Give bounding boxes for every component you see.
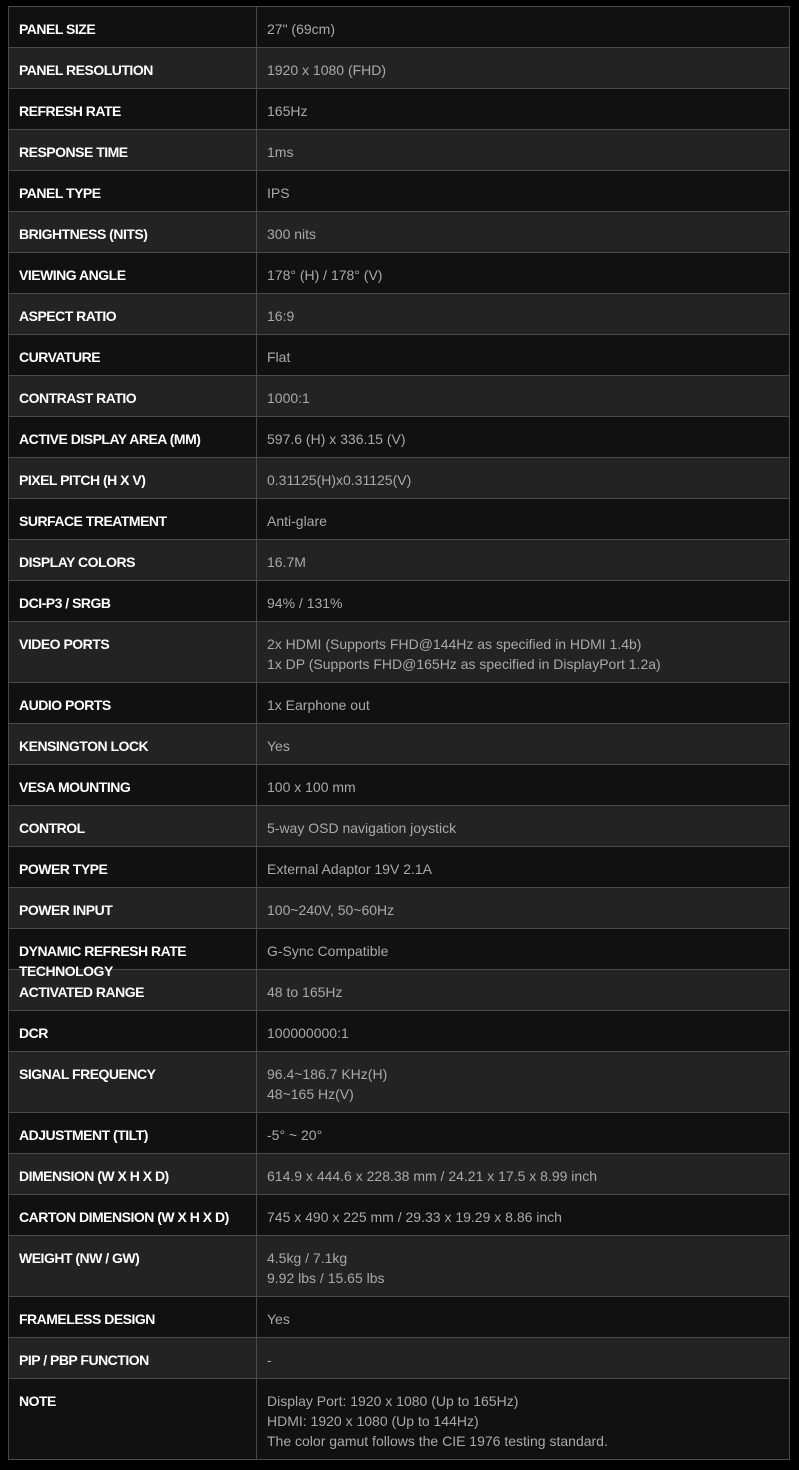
spec-label-text: DYNAMIC REFRESH RATE TECHNOLOGY — [19, 943, 187, 979]
spec-row — [9, 1011, 790, 1052]
spec-row — [9, 1052, 790, 1113]
spec-row — [9, 540, 790, 581]
spec-row — [9, 683, 790, 724]
spec-value-line: 4.5kg / 7.1kg — [267, 1250, 348, 1266]
spec-value — [257, 540, 790, 581]
spec-row — [9, 1154, 790, 1195]
spec-value-line: The color gamut follows the CIE 1976 testing standard. — [267, 1433, 608, 1449]
spec-row — [9, 7, 790, 48]
spec-value — [257, 253, 790, 294]
spec-value — [257, 376, 790, 417]
spec-table-body — [9, 7, 790, 1460]
spec-value-line: 178° (H) / 178° (V) — [267, 267, 383, 283]
spec-label: PANEL SIZE — [9, 7, 257, 48]
spec-value — [257, 1297, 790, 1338]
spec-value — [257, 847, 790, 888]
spec-row — [9, 622, 790, 683]
spec-row — [9, 806, 790, 847]
spec-value — [257, 1195, 790, 1236]
spec-value — [257, 970, 790, 1011]
spec-row — [9, 253, 790, 294]
spec-label: VIEWING ANGLE — [9, 253, 257, 294]
spec-row — [9, 888, 790, 929]
spec-value — [257, 1113, 790, 1154]
spec-value-line: 100000000:1 — [267, 1025, 349, 1041]
spec-value-line: 48 to 165Hz — [267, 984, 343, 1000]
spec-value — [257, 212, 790, 253]
spec-value-line: Yes — [267, 738, 290, 754]
spec-table — [8, 6, 790, 1460]
spec-label: DCR — [9, 1011, 257, 1052]
spec-label: CONTROL — [9, 806, 257, 847]
spec-row — [9, 1195, 790, 1236]
spec-value-line: Anti-glare — [267, 513, 327, 529]
spec-value-line: G-Sync Compatible — [267, 943, 389, 959]
spec-value — [257, 683, 790, 724]
spec-label: PIXEL PITCH (H X V) — [9, 458, 257, 499]
spec-value — [257, 581, 790, 622]
spec-value-line: 614.9 x 444.6 x 228.38 mm / 24.21 x 17.5 x 8.99 inch — [267, 1168, 597, 1184]
spec-label: POWER INPUT — [9, 888, 257, 929]
spec-label: AUDIO PORTS — [9, 683, 257, 724]
spec-label: ACTIVE DISPLAY AREA (MM) — [9, 417, 257, 458]
spec-value — [257, 622, 790, 683]
spec-label — [9, 929, 257, 979]
spec-value-line: Flat — [267, 349, 291, 365]
spec-row — [9, 1297, 790, 1338]
spec-row — [9, 1338, 790, 1379]
spec-label: DCI-P3 / SRGB — [9, 581, 257, 622]
spec-value-line: 300 nits — [267, 226, 317, 242]
spec-row — [9, 417, 790, 458]
spec-row — [9, 724, 790, 765]
spec-row — [9, 970, 790, 1011]
spec-label: REFRESH RATE — [9, 89, 257, 130]
spec-label: PIP / PBP FUNCTION — [9, 1338, 257, 1379]
spec-value-line: 2x HDMI (Supports FHD@144Hz as specified in HDMI 1.4b) — [267, 636, 642, 652]
spec-label: POWER TYPE — [9, 847, 257, 888]
spec-value-line: 16.7M — [267, 554, 306, 570]
spec-label: CURVATURE — [9, 335, 257, 376]
spec-value — [257, 1236, 790, 1297]
spec-label: VESA MOUNTING — [9, 765, 257, 806]
spec-label: VIDEO PORTS — [9, 622, 257, 683]
spec-value — [257, 458, 790, 499]
spec-value-line: Yes — [267, 1311, 290, 1327]
spec-value-line: Display Port: 1920 x 1080 (Up to 165Hz) — [267, 1393, 519, 1409]
spec-row — [9, 294, 790, 335]
spec-value-line: 1x Earphone out — [267, 697, 370, 713]
spec-label: FRAMELESS DESIGN — [9, 1297, 257, 1338]
spec-value — [257, 48, 790, 89]
spec-label: ACTIVATED RANGE — [9, 970, 257, 1011]
spec-row — [9, 458, 790, 499]
spec-value — [257, 1052, 790, 1113]
spec-row — [9, 335, 790, 376]
spec-value — [257, 1011, 790, 1052]
spec-value-line: HDMI: 1920 x 1080 (Up to 144Hz) — [267, 1413, 479, 1429]
spec-label: PANEL TYPE — [9, 171, 257, 212]
spec-value — [257, 417, 790, 458]
spec-value — [257, 89, 790, 130]
spec-value — [257, 499, 790, 540]
spec-value — [257, 929, 790, 970]
spec-value-line: 165Hz — [267, 103, 308, 119]
spec-row — [9, 376, 790, 417]
spec-value — [257, 1379, 790, 1460]
spec-label: SURFACE TREATMENT — [9, 499, 257, 540]
spec-label: PANEL RESOLUTION — [9, 48, 257, 89]
spec-label: CONTRAST RATIO — [9, 376, 257, 417]
spec-value-line: 1000:1 — [267, 390, 310, 406]
spec-value-line: 1ms — [267, 144, 294, 160]
spec-row — [9, 89, 790, 130]
spec-value — [257, 806, 790, 847]
spec-value-line: 1920 x 1080 (FHD) — [267, 62, 387, 78]
spec-value-line: 96.4~186.7 KHz(H) — [267, 1066, 388, 1082]
spec-label: DISPLAY COLORS — [9, 540, 257, 581]
spec-value-line: 27" (69cm) — [267, 21, 335, 37]
spec-row — [9, 1379, 790, 1460]
spec-label: NOTE — [9, 1379, 257, 1460]
spec-value — [257, 130, 790, 171]
spec-row — [9, 130, 790, 171]
spec-label: CARTON DIMENSION (W X H X D) — [9, 1195, 257, 1236]
spec-row — [9, 581, 790, 622]
spec-label: WEIGHT (NW / GW) — [9, 1236, 257, 1297]
spec-label: DIMENSION (W X H X D) — [9, 1154, 257, 1195]
spec-value-line: 100~240V, 50~60Hz — [267, 902, 395, 918]
spec-value-line: 100 x 100 mm — [267, 779, 356, 795]
spec-label: ADJUSTMENT (TILT) — [9, 1113, 257, 1154]
spec-value — [257, 724, 790, 765]
spec-label: RESPONSE TIME — [9, 130, 257, 171]
spec-value — [257, 171, 790, 212]
spec-row — [9, 48, 790, 89]
spec-value — [257, 7, 790, 48]
spec-value — [257, 1154, 790, 1195]
spec-value-line: 5-way OSD navigation joystick — [267, 820, 457, 836]
spec-value-line: 1x DP (Supports FHD@165Hz as specified in DisplayPort 1.2a) — [267, 656, 661, 672]
spec-value — [257, 294, 790, 335]
spec-label: KENSINGTON LOCK — [9, 724, 257, 765]
spec-value-line: -5° ~ 20° — [267, 1127, 323, 1143]
spec-value-line: 16:9 — [267, 308, 295, 324]
spec-row — [9, 171, 790, 212]
spec-value-line: 745 x 490 x 225 mm / 29.33 x 19.29 x 8.86 inch — [267, 1209, 562, 1225]
spec-row — [9, 765, 790, 806]
spec-label: ASPECT RATIO — [9, 294, 257, 335]
spec-value-line: 48~165 Hz(V) — [267, 1086, 354, 1102]
spec-value — [257, 335, 790, 376]
spec-row — [9, 1113, 790, 1154]
spec-row — [9, 212, 790, 253]
spec-row — [9, 847, 790, 888]
spec-value — [257, 888, 790, 929]
spec-value-line: 9.92 lbs / 15.65 lbs — [267, 1270, 385, 1286]
spec-value — [257, 1338, 790, 1379]
spec-value-line: External Adaptor 19V 2.1A — [267, 861, 432, 877]
spec-label: BRIGHTNESS (NITS) — [9, 212, 257, 253]
spec-value — [257, 765, 790, 806]
spec-value-line: 0.31125(H)x0.31125(V) — [267, 472, 412, 488]
spec-value-line: 597.6 (H) x 336.15 (V) — [267, 431, 406, 447]
spec-row — [9, 929, 790, 970]
spec-value-line: IPS — [267, 185, 290, 201]
spec-row — [9, 499, 790, 540]
spec-value-line: 94% / 131% — [267, 595, 343, 611]
spec-value-line: - — [267, 1352, 272, 1368]
spec-row — [9, 1236, 790, 1297]
spec-label: SIGNAL FREQUENCY — [9, 1052, 257, 1113]
